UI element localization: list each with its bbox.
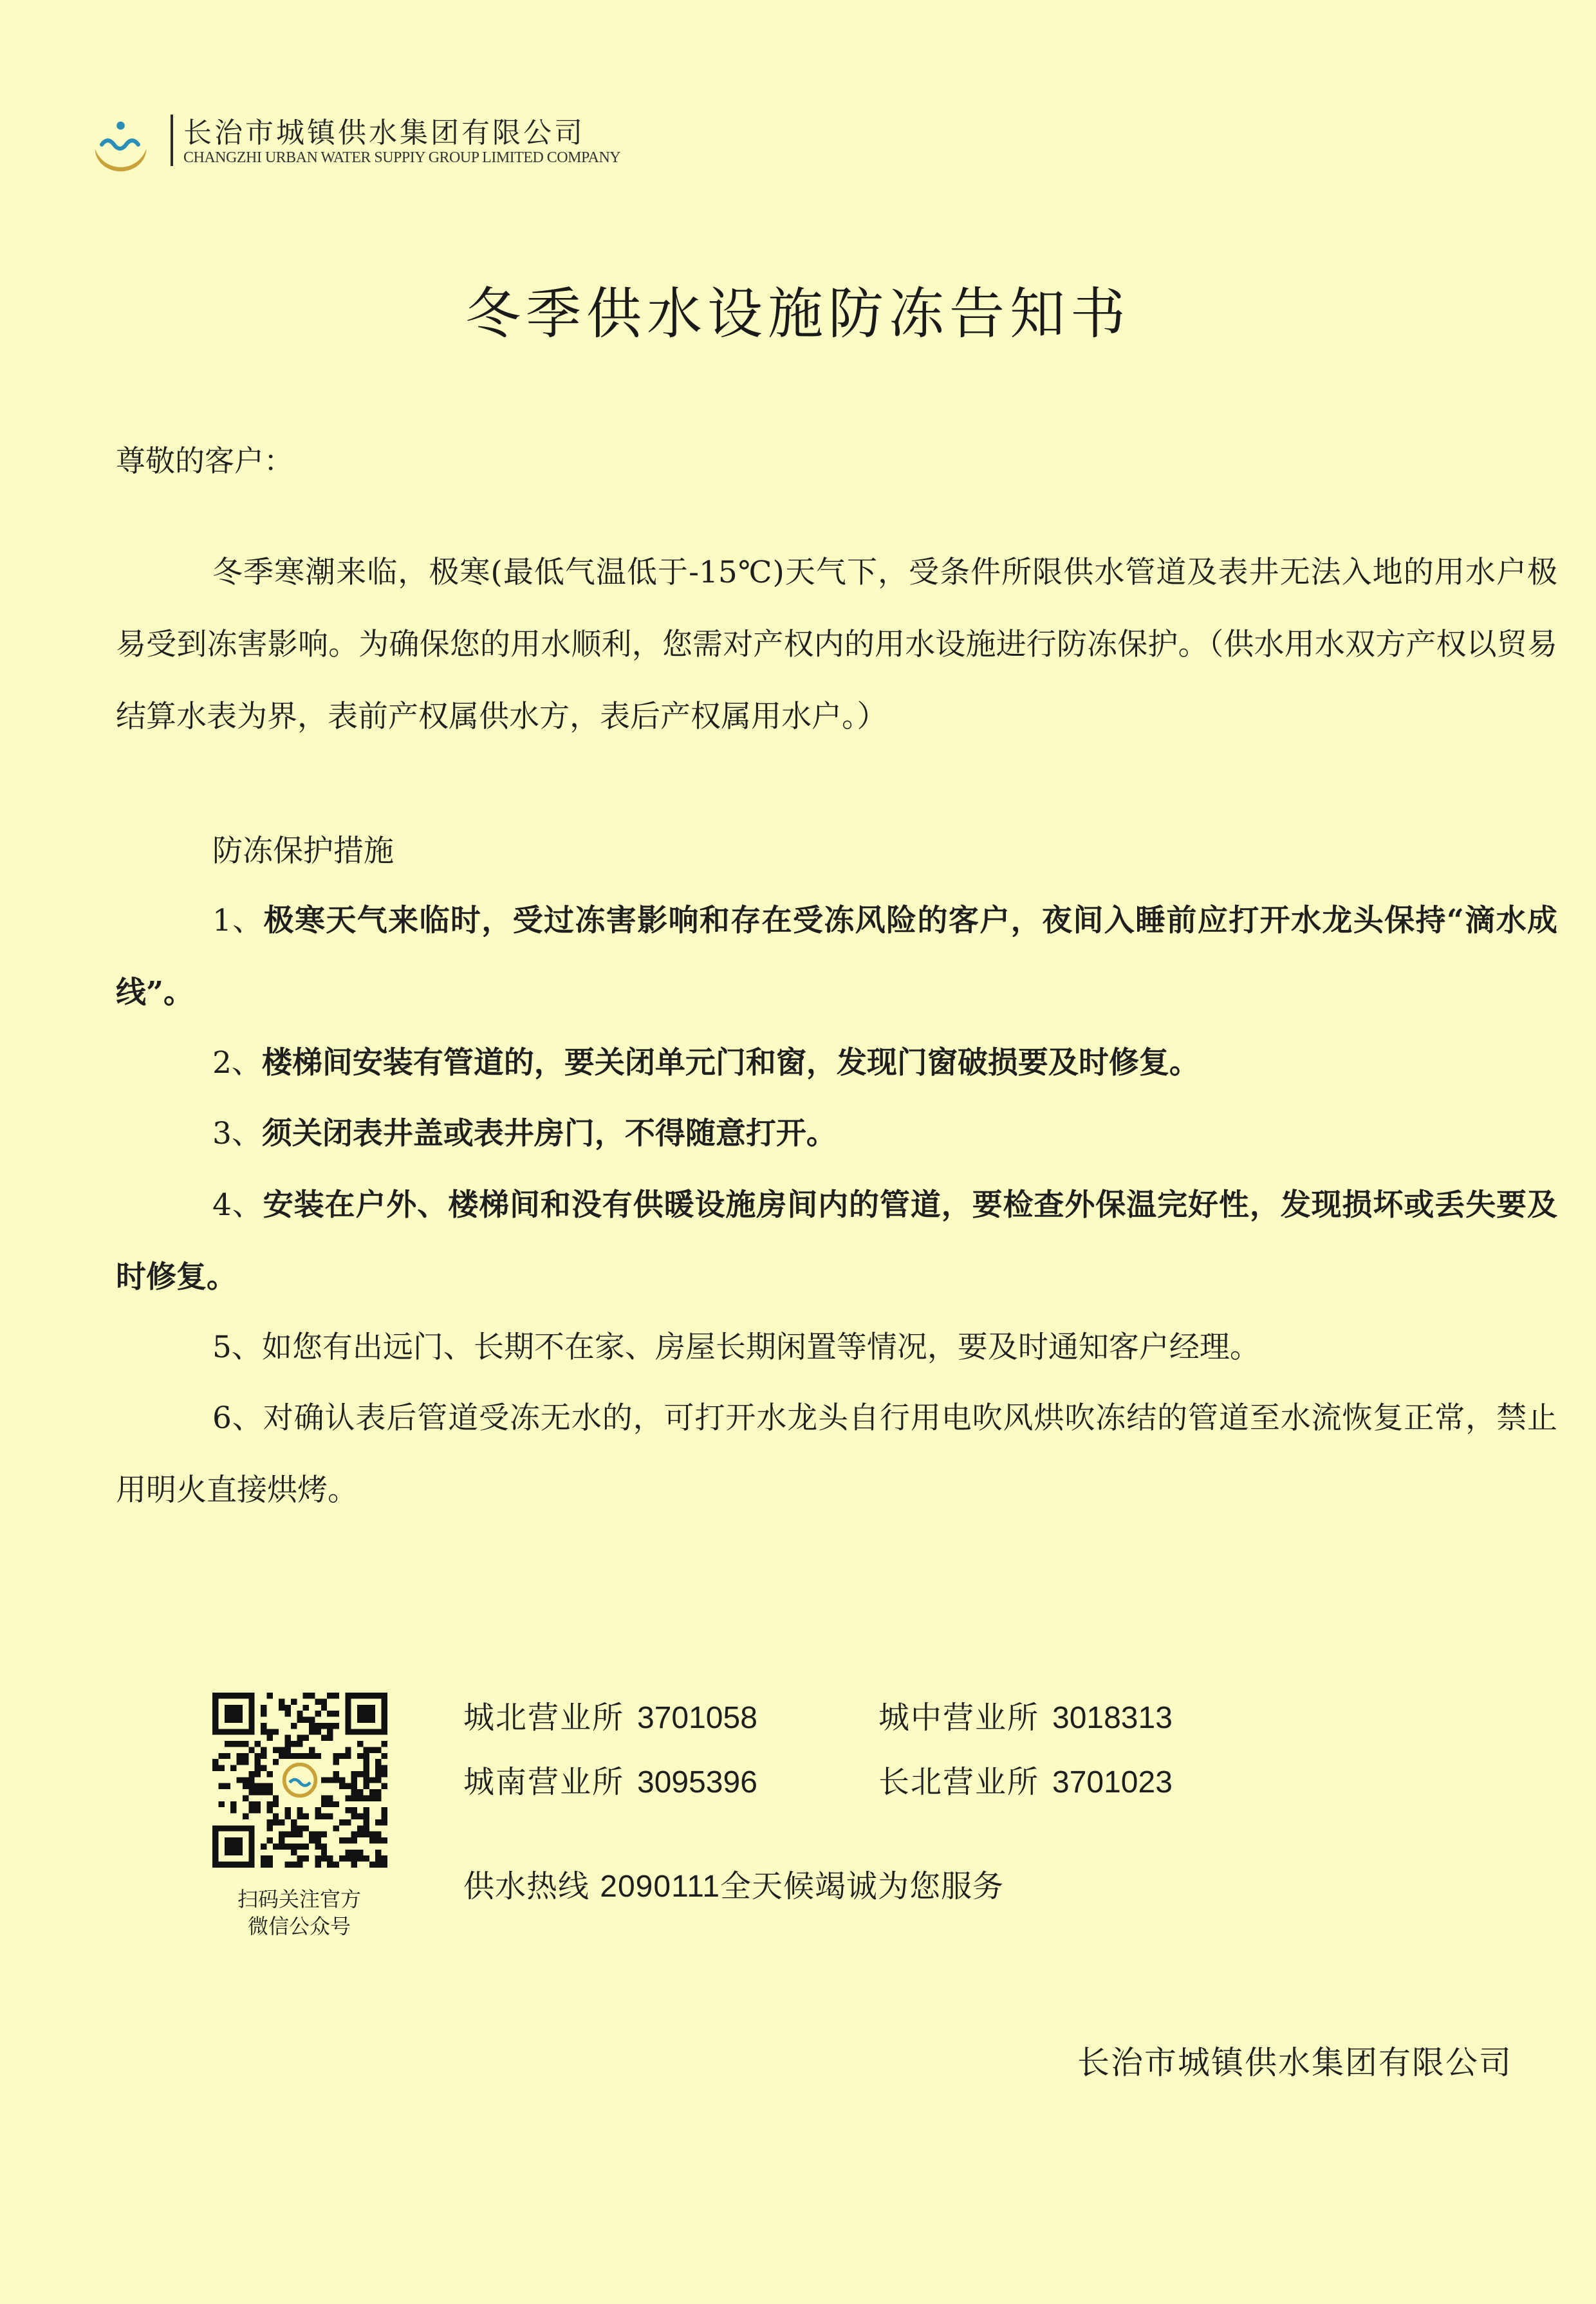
- office-chengnan: [463, 1757, 757, 1801]
- measure-item-1: [116, 885, 1557, 1029]
- measure-item-2: [116, 1027, 1557, 1099]
- hotline-label: 供水热线: [463, 1868, 590, 1904]
- office-phone: 3701058: [637, 1701, 757, 1735]
- company-name-cn: 长治市城镇供水集团有限公司: [183, 116, 585, 149]
- qr-caption-line-1: 扫码关注官方: [237, 1887, 361, 1911]
- office-changbei: [878, 1757, 1173, 1801]
- office-name: 城南营业所: [463, 1764, 625, 1800]
- measure-number: 4、: [212, 1187, 263, 1223]
- service-hotline: [463, 1861, 1004, 1906]
- measure-text: 楼梯间安装有管道的，要关闭单元门和窗，发现门窗破损要及时修复。: [261, 1045, 1200, 1081]
- measure-item-6: [116, 1382, 1557, 1527]
- water-wave-logo-icon: [87, 109, 154, 177]
- office-phone: 3095396: [637, 1765, 757, 1799]
- wechat-qr-code[interactable]: [212, 1693, 387, 1868]
- measure-text: 对确认表后管道受冻无水的，可打开水龙头自行用电吹风烘吹冻结的管道至水流恢复正常，禁止用明火直接烘烤。: [116, 1400, 1558, 1508]
- company-signature: 长治市城镇供水集团有限公司: [1077, 2044, 1512, 2081]
- measures-heading: 防冻保护措施: [212, 833, 394, 869]
- measure-number: 6、: [212, 1400, 263, 1436]
- measure-text: 安装在户外、楼梯间和没有供暖设施房间内的管道，要检查外保温完好性，发现损坏或丢失要及时修复。: [116, 1187, 1558, 1295]
- measure-text: 如您有出远门、长期不在家、房屋长期闲置等情况，要及时通知客户经理。: [261, 1330, 1260, 1365]
- office-chengbei: [463, 1693, 757, 1737]
- measure-text: 须关闭表井盖或表井房门，不得随意打开。: [261, 1116, 837, 1151]
- page-title: 冬季供水设施防冻告知书: [465, 282, 1131, 346]
- greeting: 尊敬的客户：: [116, 443, 293, 478]
- measure-item-3: [116, 1098, 1557, 1170]
- measure-number: 2、: [212, 1045, 262, 1081]
- intro-paragraph: 冬季寒潮来临，极寒(最低气温低于-15℃)天气下，受条件所限供水管道及表井无法入地的用水户极易受到冻害影响。为确保您的用水顺利，您需对产权内的用水设施进行防冻保护。（供水用水双方产权以贸易结算水表为界，表前产权属供水方，表后产权属用水户。）: [116, 555, 1557, 734]
- measure-item-5: [116, 1312, 1557, 1384]
- header-divider: [171, 115, 173, 166]
- office-name: 城中营业所: [878, 1700, 1040, 1736]
- office-name: 长北营业所: [878, 1764, 1040, 1800]
- measure-number: 5、: [212, 1330, 262, 1365]
- office-chengzhong: [878, 1693, 1173, 1737]
- measure-item-4: [116, 1169, 1557, 1314]
- hotline-number: 2090111: [600, 1870, 721, 1904]
- measure-number: 3、: [212, 1116, 262, 1151]
- qr-caption-line-2: 微信公众号: [247, 1914, 351, 1938]
- office-phone: 3018313: [1052, 1701, 1173, 1735]
- office-name: 城北营业所: [463, 1700, 625, 1736]
- company-header: [87, 109, 730, 180]
- office-phone: 3701023: [1052, 1765, 1173, 1799]
- hotline-slogan: 全天候竭诚为您服务: [720, 1868, 1005, 1904]
- measure-number: 1、: [212, 903, 264, 938]
- company-name-en: CHANGZHI URBAN WATER SUPPIY GROUP LIMITED COMPANY: [183, 149, 621, 166]
- measure-text: 极寒天气来临时，受过冻害影响和存在受冻风险的客户，夜间入睡前应打开水龙头保持“滴水成线”。: [116, 903, 1557, 1010]
- qr-caption: [187, 1886, 412, 1940]
